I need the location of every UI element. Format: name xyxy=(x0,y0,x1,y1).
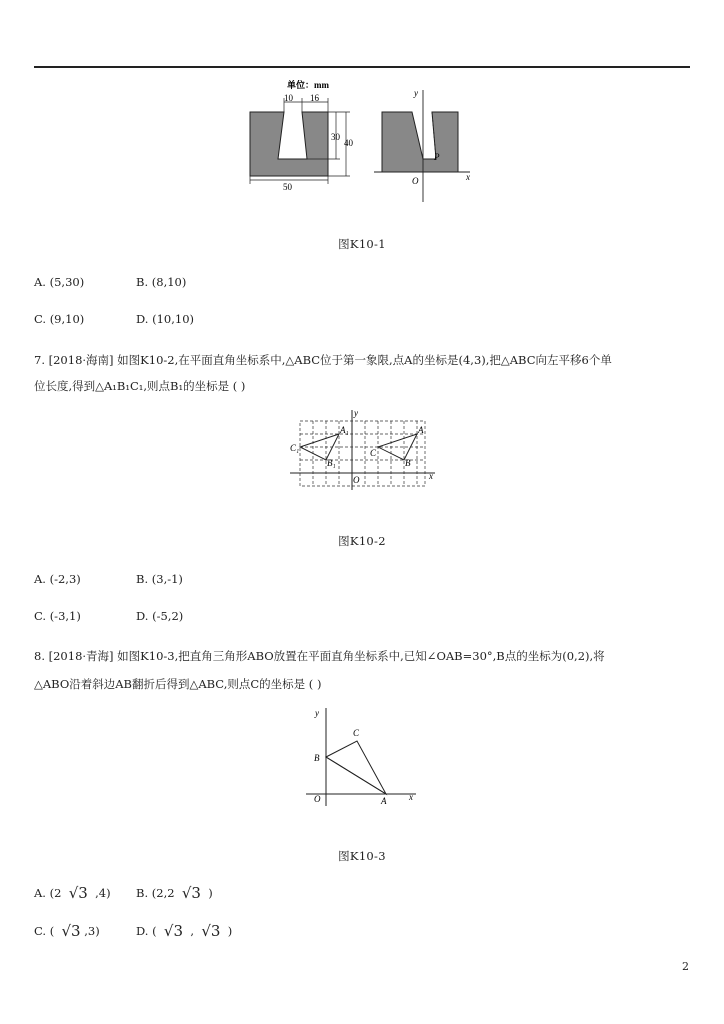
fig2-y-label: y xyxy=(354,408,358,418)
fig3-c-label: C xyxy=(353,728,360,738)
dim-right-inner: 30 xyxy=(331,132,340,142)
q7-option-b: B. (3,-1) xyxy=(136,572,183,586)
q8-option-d: D. ( √3 , √3 ) xyxy=(136,922,233,940)
q8-option-a: A. (2 √3 ,4) xyxy=(34,884,111,902)
sqrt3: √3 xyxy=(163,922,184,940)
fig3-x-label: x xyxy=(409,792,413,802)
axis-y-label: y xyxy=(414,88,418,98)
fig2-c1-label: C₁ xyxy=(290,443,300,453)
dim-top-a: 10 xyxy=(284,93,293,103)
q8-text-line1: 8. [2018·青海] 如图K10-3,把直角三角形ABO放置在平面直角坐标系中,已知∠OAB=30°,B点的坐标为(0,2),将 xyxy=(34,649,605,663)
fig3-origin-label: O xyxy=(314,794,321,804)
q6-option-c: C. (9,10) xyxy=(34,312,85,326)
q6-option-d: D. (10,10) xyxy=(136,312,195,326)
sqrt3: √3 xyxy=(61,922,81,940)
q6-option-a: A. (5,30) xyxy=(34,275,85,289)
dim-right-outer: 40 xyxy=(344,138,353,148)
sqrt3: √3 xyxy=(201,922,221,940)
figure-caption-k10-2: 图K10-2 xyxy=(338,534,386,548)
q8-option-b: B. (2,2 √3 ) xyxy=(136,884,213,902)
fig2-a-label: A xyxy=(418,425,424,435)
q7-text-line2: 位长度,得到△A₁B₁C₁,则点B₁的坐标是 ( ) xyxy=(34,379,246,393)
figure-caption-k10-1: 图K10-1 xyxy=(338,237,386,251)
figure-k10-1 xyxy=(240,80,480,202)
figure-k10-3 xyxy=(306,704,420,808)
fig2-b1-label: B₁ xyxy=(327,458,336,468)
fig3-b-label: B xyxy=(314,753,320,763)
q8-text-line2: △ABO沿着斜边AB翻折后得到△ABC,则点C的坐标是 ( ) xyxy=(34,677,322,691)
left-part-shape xyxy=(250,112,328,176)
q6-option-b: B. (8,10) xyxy=(136,275,187,289)
figure-k10-2 xyxy=(290,406,440,490)
q7-text-line1: 7. [2018·海南] 如图K10-2,在平面直角坐标系中,△ABC位于第一象限,点A的坐标是(4,3),把△ABC向左平移6个单 xyxy=(34,353,612,367)
dim-top-b: 16 xyxy=(310,93,319,103)
fig2-c-label: C xyxy=(370,448,377,458)
q7-option-c: C. (-3,1) xyxy=(34,609,81,623)
q7-option-a: A. (-2,3) xyxy=(34,572,81,586)
unit-label: 单位：mm xyxy=(287,80,329,90)
fig3-y-label: y xyxy=(315,708,319,718)
fig2-x-label: x xyxy=(429,471,433,481)
q7-option-d: D. (-5,2) xyxy=(136,609,184,623)
fig2-b-label: B xyxy=(405,458,411,468)
header-rule xyxy=(34,66,690,68)
right-part-shape xyxy=(382,112,458,172)
page-number: 2 xyxy=(682,960,689,973)
axis-x-label: x xyxy=(466,172,470,182)
fig3-a-label: A xyxy=(381,796,387,806)
fig2-origin-label: O xyxy=(353,475,360,485)
sqrt3: √3 xyxy=(181,884,201,902)
fig2-a1-label: A₁ xyxy=(340,425,349,435)
point-p-label: P xyxy=(434,152,440,162)
sqrt3: √3 xyxy=(68,884,88,902)
q8-option-c: C. ( √3 ,3) xyxy=(34,922,100,940)
dim-bottom: 50 xyxy=(283,182,292,192)
figure-caption-k10-3: 图K10-3 xyxy=(338,849,386,863)
origin-label: O xyxy=(412,176,419,186)
